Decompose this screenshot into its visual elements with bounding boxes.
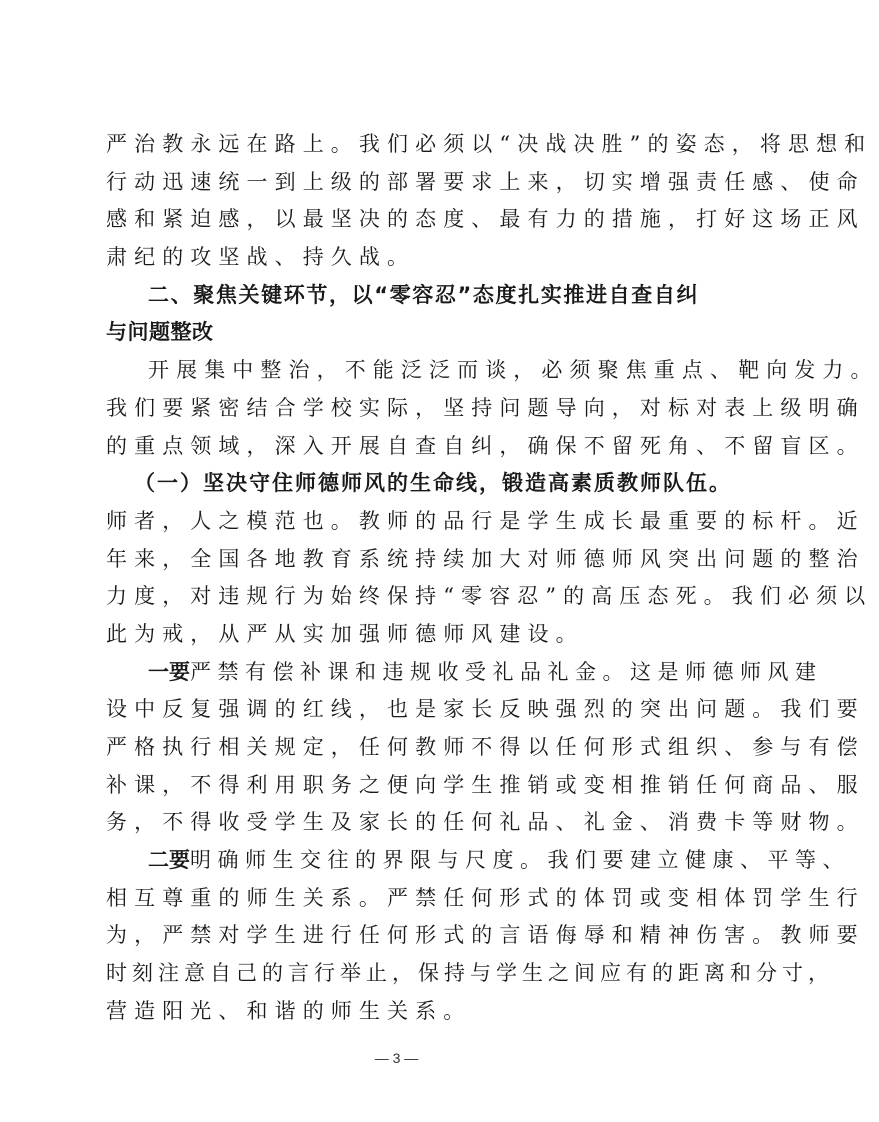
text-line: 时刻注意自己的言行举止，保持与学生之间应有的距离和分寸，: [106, 961, 834, 986]
heading-line: 二、聚焦关键环节，以“零容忍”态度扎实推进自查自纠: [148, 282, 698, 307]
paragraph-point-one: [106, 654, 865, 842]
document-page: [106, 126, 879, 1031]
text-line: 力度，对违规行为始终保持“零容忍”的高压态死。我们必须以: [106, 584, 873, 609]
text-line: 严治教永远在路上。我们必须以“决战决胜”的姿态，将思想和: [106, 132, 873, 156]
text-line: 行动迅速统一到上级的部署要求上来，切实增强责任感、使命: [106, 169, 865, 194]
text-line: 年来，全国各地教育系统持续加大对师德师风突出问题的整治: [106, 546, 865, 571]
text-line: [106, 654, 823, 692]
text-line: 开展集中整治，不能泛泛而谈，必须聚焦重点、靶向发力。: [148, 358, 879, 383]
lead-term: 一要: [148, 659, 190, 684]
text-line: 为，严禁对学生进行任何形式的言语侮辱和精神伤害。教师要: [106, 923, 865, 948]
text-span: 明确师生交往的界限与尺度。我们要建立健康、平等、: [190, 848, 850, 873]
text-line: 设中反复强调的红线，也是家长反映强烈的突出问题。我们要: [106, 697, 865, 722]
text-line: [106, 842, 850, 880]
subheading: （一）坚决守住师德师风的生命线，锻造高素质教师队伍。: [134, 471, 732, 496]
lead-term: 二要: [148, 848, 190, 873]
heading-line: 与问题整改: [106, 320, 214, 345]
text-line: 严格执行相关规定，任何教师不得以任何形式组织、参与有偿: [106, 735, 865, 759]
page-number: — 3 —: [374, 1050, 419, 1066]
text-line: 师者，人之模范也。教师的品行是学生成长最重要的标杆。近: [106, 508, 865, 533]
text-line: 感和紧迫感，以最坚决的态度、最有力的措施，打好这场正风: [106, 207, 865, 232]
text-line: 务，不得收受学生及家长的任何礼品、礼金、消费卡等财物。: [106, 810, 865, 835]
text-line: 营造阳光、和谐的师生关系。: [106, 998, 472, 1023]
paragraph-teacher-ethics: [106, 465, 873, 653]
text-line: 我们要紧密结合学校实际，坚持问题导向，对标对表上级明确: [106, 395, 865, 420]
text-line: 的重点领域，深入开展自查自纠，确保不留死角、不留盲区。: [106, 433, 865, 458]
text-line: 相互尊重的师生关系。严禁任何形式的体罚或变相体罚学生行: [106, 885, 865, 910]
paragraph-intro: [106, 126, 873, 277]
paragraph-point-two: [106, 842, 865, 1030]
paragraph-focus: [106, 352, 879, 465]
text-span: 严禁有偿补课和违规收受礼品礼金。这是师德师风建: [190, 659, 823, 684]
text-line: 此为戒，从严从实加强师德师风建设。: [106, 621, 584, 646]
text-line: 肃纪的攻坚战、持久战。: [106, 245, 416, 270]
section-heading: [106, 277, 698, 352]
text-line: 补课，不得利用职务之便向学生推销或变相推销任何商品、服: [106, 772, 865, 797]
